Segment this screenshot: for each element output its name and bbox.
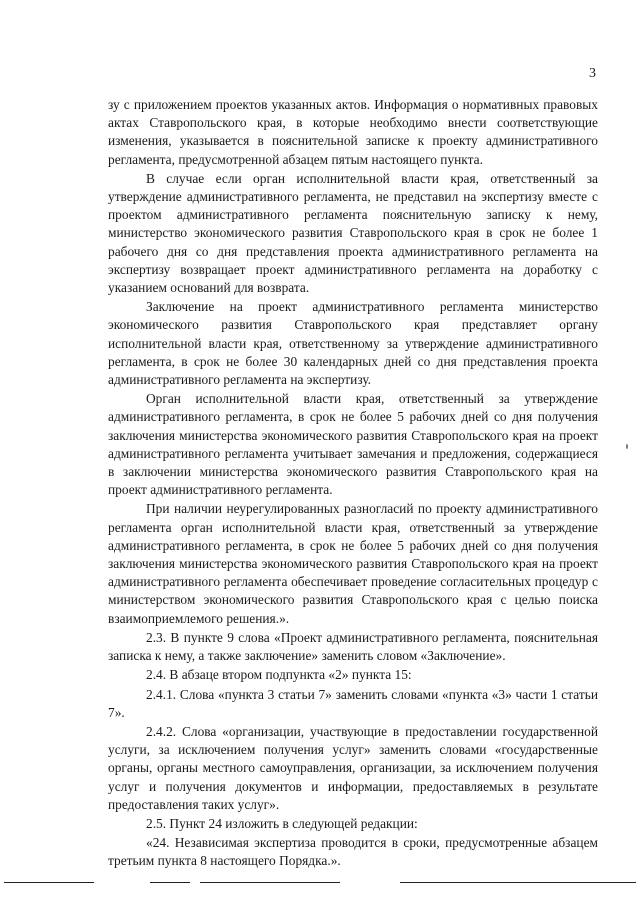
paragraph-7: 2.4. В абзаце втором подпункта «2» пункта 15: — [146, 667, 412, 683]
paragraph-11: «24. Независимая экспертиза проводится в сроки, предусмотренные абзацем третьим пункта 8 настоящего Порядка.». — [108, 835, 598, 869]
paragraph-9: 2.4.2. Слова «организации, участвующие в предоставлении государственной услуги, за исключением получения услуг» заменить словами «государственные органы, органы местного самоуправления, организации, за исключением получения услуг и получения документов и информации, предоставляемых в результате предоставления таких услуг». — [108, 723, 598, 812]
paragraph-3: Заключение на проект административного регламента министерство экономического развития Ставропольского края представляет органу исполнительной власти края, ответственному за утверждение административного регламента, в срок не более 30 календарных дней со дня представления проекта административного регламента на экспертизу. — [108, 299, 598, 388]
scan-speck — [626, 444, 628, 449]
scan-artifact-line — [150, 882, 190, 883]
paragraph-5: При наличии неурегулированных разногласий по проекту административного регламента орган исполнительной власти края, ответственный за утверждение административного регламента, в срок не более 5 рабочих дней со дня получения заключения министерства экономического развития Ставропольского края на проект административного регламента обеспечивает проведение согласительных процедур с министерством экономического развития Ставропольского края с целью поиска взаимоприемлемого решения.». — [108, 501, 598, 626]
paragraph-6: 2.3. В пункте 9 слова «Проект административного регламента, пояснительная записка к нему, а также заключение» заменить словом «Заключение». — [108, 629, 598, 664]
scan-artifact-line — [400, 882, 636, 883]
paragraph-2: В случае если орган исполнительной власти края, ответственный за утверждение административного регламента, не представил на экспертизу вместе с проектом административного регламента пояснительную записку к нему, министерство экономического развития Ставропольского края в срок не более 1 рабочего дня со дня представления проекта административного регламента на экспертизу возвращает проект административного регламента на доработку с указанием оснований для возврата. — [108, 170, 598, 296]
page-number: 3 — [589, 66, 596, 81]
paragraph-8: 2.4.1. Слова «пункта 3 статьи 7» заменить словами «пункта «3» части 1 статьи 7». — [108, 686, 598, 720]
paragraph-1: зу с приложением проектов указанных актов. Информация о нормативных правовых актах Ставропольского края, в которые необходимо внести соответствующие изменения, указывается в пояснительной записке к проекту административного регламента, предусмотренной абзацем пятым настоящего пункта. — [108, 97, 598, 167]
document-body — [108, 96, 598, 871]
paragraph-4: Орган исполнительной власти края, ответственный за утверждение административного регламента, в срок не более 5 рабочих дней со дня получения заключения министерства экономического развития Ставропольского края на проект административного регламента учитывает замечания и предложения, содержащиеся в заключении министерства экономического развития Ставропольского края на проект административного регламента. — [108, 391, 598, 498]
paragraph-10: 2.5. Пункт 24 изложить в следующей редакции: — [146, 815, 418, 831]
scan-artifact-line — [4, 882, 94, 883]
scan-artifact-line — [200, 882, 340, 883]
